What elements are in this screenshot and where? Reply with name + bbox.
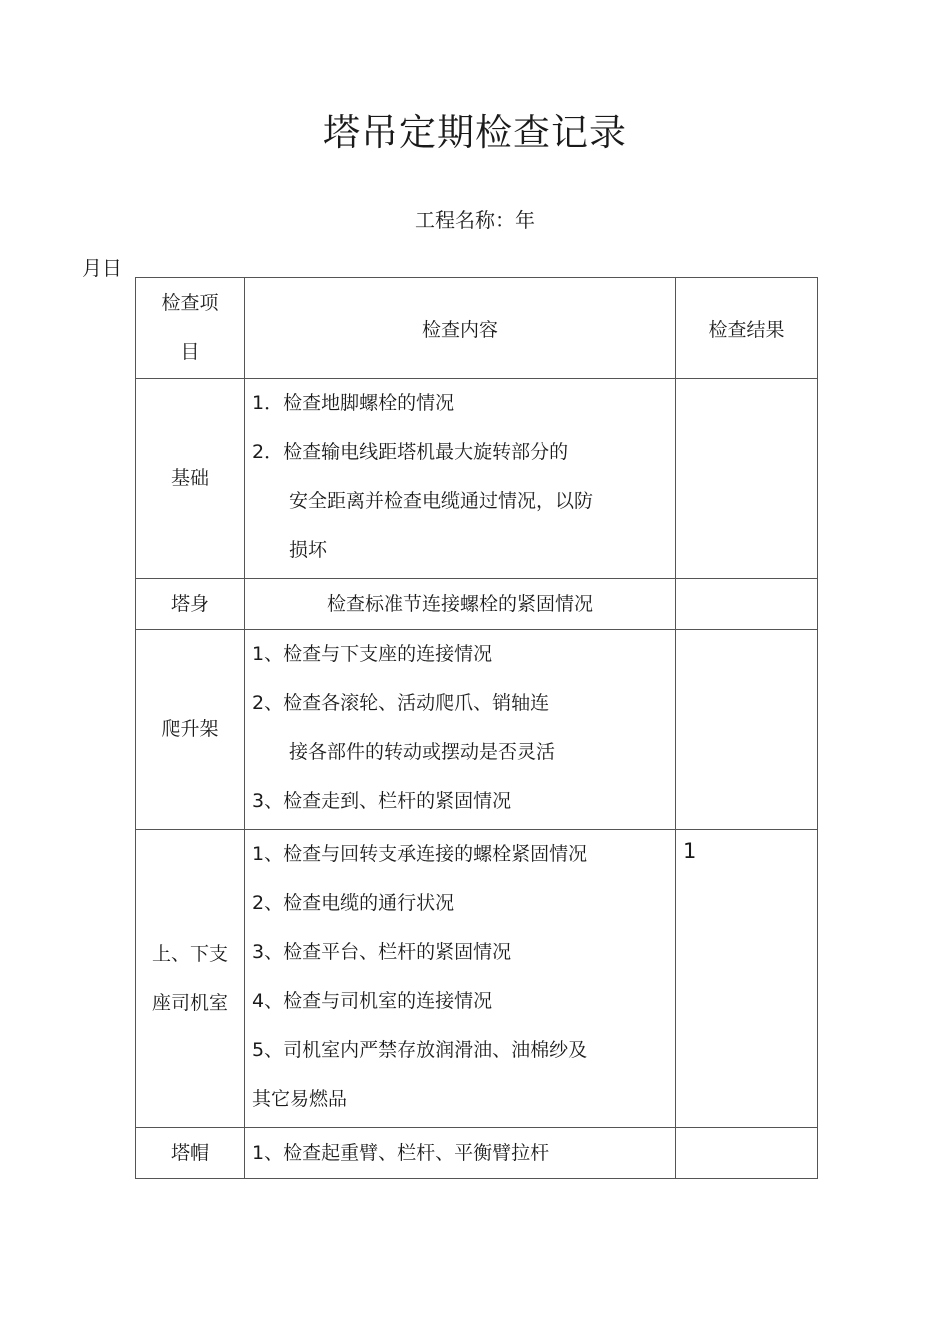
row-result-cell — [676, 1128, 818, 1179]
content-line: 1．检查地脚螺栓的情况 — [252, 392, 455, 414]
row-item-label: 塔身 — [170, 592, 209, 615]
table-row — [136, 830, 818, 1128]
row-item-cell — [136, 830, 245, 1128]
row-result-cell — [676, 579, 818, 630]
header-content: 检查内容 — [245, 278, 676, 379]
table-row — [136, 379, 818, 579]
header-item — [136, 278, 245, 379]
content-line: 3、检查走到、栏杆的紧固情况 — [252, 790, 512, 812]
row-content-cell — [245, 1128, 676, 1179]
row-item-label: 基础 — [170, 467, 209, 489]
row-item-cell — [136, 379, 245, 579]
content-line: 1、检查与回转支承连接的螺栓紧固情况 — [252, 843, 588, 865]
table-row — [136, 1128, 818, 1179]
row-item-label: 爬升架 — [161, 718, 219, 740]
row-item-cell — [136, 630, 245, 830]
project-name-line: 工程名称：年 — [415, 208, 535, 232]
table-row — [136, 630, 818, 830]
content-line: 2．检查输电线距塔机最大旋转部分的 — [252, 441, 569, 463]
document-title: 塔吊定期检查记录 — [323, 111, 627, 154]
header-item-line1: 检查项 — [161, 292, 219, 314]
content-line: 接各部件的转动或摆动是否灵活 — [289, 741, 556, 763]
date-line: 月日 — [82, 256, 122, 280]
table-row — [136, 579, 818, 630]
content-line: 1、检查起重臂、栏杆、平衡臂拉杆 — [252, 1141, 550, 1164]
row-result-cell — [676, 630, 818, 830]
row-content-cell — [245, 379, 676, 579]
row-content-cell — [245, 579, 676, 630]
row-item-cell — [136, 1128, 245, 1179]
content-line: 损坏 — [289, 539, 328, 561]
row-item-label: 上、下支 — [151, 942, 228, 965]
content-line: 3、检查平台、栏杆的紧固情况 — [252, 941, 512, 963]
row-result-cell — [676, 379, 818, 579]
row-item-label: 塔帽 — [170, 1141, 209, 1164]
content-line: 安全距离并检查电缆通过情况，以防 — [289, 490, 594, 512]
content-line: 1、检查与下支座的连接情况 — [252, 643, 493, 665]
inspection-table — [135, 277, 818, 1179]
content-line: 4、检查与司机室的连接情况 — [252, 990, 493, 1012]
content-line: 其它易燃品 — [252, 1088, 348, 1110]
content-line: 5、司机室内严禁存放润滑油、油棉纱及 — [252, 1039, 588, 1061]
table-header-row — [136, 278, 818, 379]
row-content-cell — [245, 830, 676, 1128]
content-line: 2、检查电缆的通行状况 — [252, 892, 455, 914]
row-item-label: 座司机室 — [151, 991, 228, 1014]
row-content-cell — [245, 630, 676, 830]
content-line: 检查标准节连接螺栓的紧固情况 — [326, 592, 593, 615]
content-line: 2、检查各滚轮、活动爬爪、销轴连 — [252, 692, 550, 714]
header-item-line2: 目 — [180, 341, 200, 363]
header-result: 检查结果 — [676, 278, 818, 379]
row-result-cell: 1 — [676, 830, 818, 1128]
row-item-cell — [136, 579, 245, 630]
